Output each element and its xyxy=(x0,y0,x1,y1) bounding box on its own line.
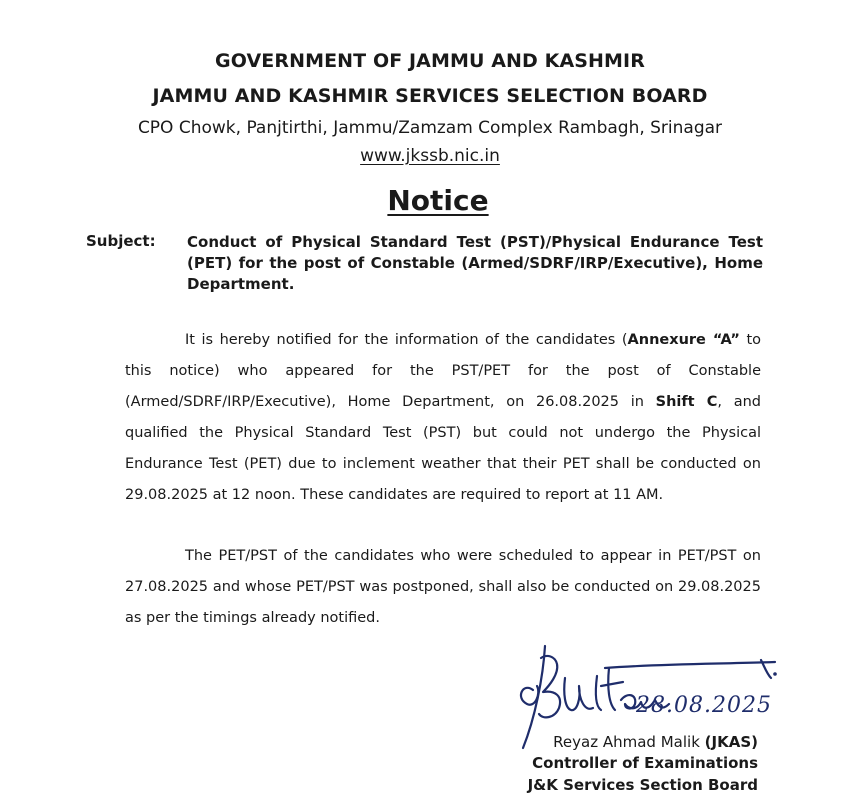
subject-text: Conduct of Physical Standard Test (PST)/Physical Endurance Test (PET) for the post of Constable (Armed/SDRF/IRP/Executive), Home Department. xyxy=(187,233,763,293)
government-heading: GOVERNMENT OF JAMMU AND KASHMIR xyxy=(215,50,645,72)
notice-title: Notice xyxy=(387,184,489,217)
board-address: CPO Chowk, Panjtirthi, Jammu/Zamzam Complex Rambagh, Srinagar xyxy=(137,118,723,138)
notice-title-row xyxy=(0,184,860,217)
annexure-reference: Annexure “A” xyxy=(627,332,740,348)
signatory-qualifier: (JKAS) xyxy=(704,733,758,751)
paragraph-1-text-a: It is hereby notified for the information of the candidates ( xyxy=(185,332,628,348)
paragraph-1-text-b: to this notice) who appeared for the PST/PET for the post of Constable (Armed/SDRF/IRP/Executive), Home Department, on 26.08.2025 in xyxy=(125,332,762,410)
shift-reference: Shift C xyxy=(655,394,718,410)
subject-label: Subject: xyxy=(86,232,156,250)
notice-paragraph-2: The PET/PST of the candidates who were scheduled to appear in PET/PST on 27.08.2025 and whose PET/PST was postponed, shall also be conducted on 29.08.2025 as per the timings already notified. xyxy=(125,548,761,626)
paragraph-1-text-c: , and qualified the Physical Standard Test (PST) but could not undergo the Physical Endurance Test (PET) due to inclement weather that their PET shall be conducted on 29.08.2025 at 12 noon. These candidates are required to report at 11 AM. xyxy=(125,394,761,503)
signatory-name: Reyaz Ahmad Malik xyxy=(553,733,700,751)
signatory-board: J&K Services Section Board xyxy=(527,776,758,794)
website-line xyxy=(0,146,860,166)
signature-date: 28.08.2025 xyxy=(636,693,772,718)
website-link[interactable]: www.jkssb.nic.in xyxy=(360,146,500,166)
signatory-name-line xyxy=(553,733,758,751)
notice-paragraph-1 xyxy=(125,325,761,511)
signatory-designation: Controller of Examinations xyxy=(532,754,758,772)
board-heading: JAMMU AND KASHMIR SERVICES SELECTION BOARD xyxy=(152,85,708,107)
